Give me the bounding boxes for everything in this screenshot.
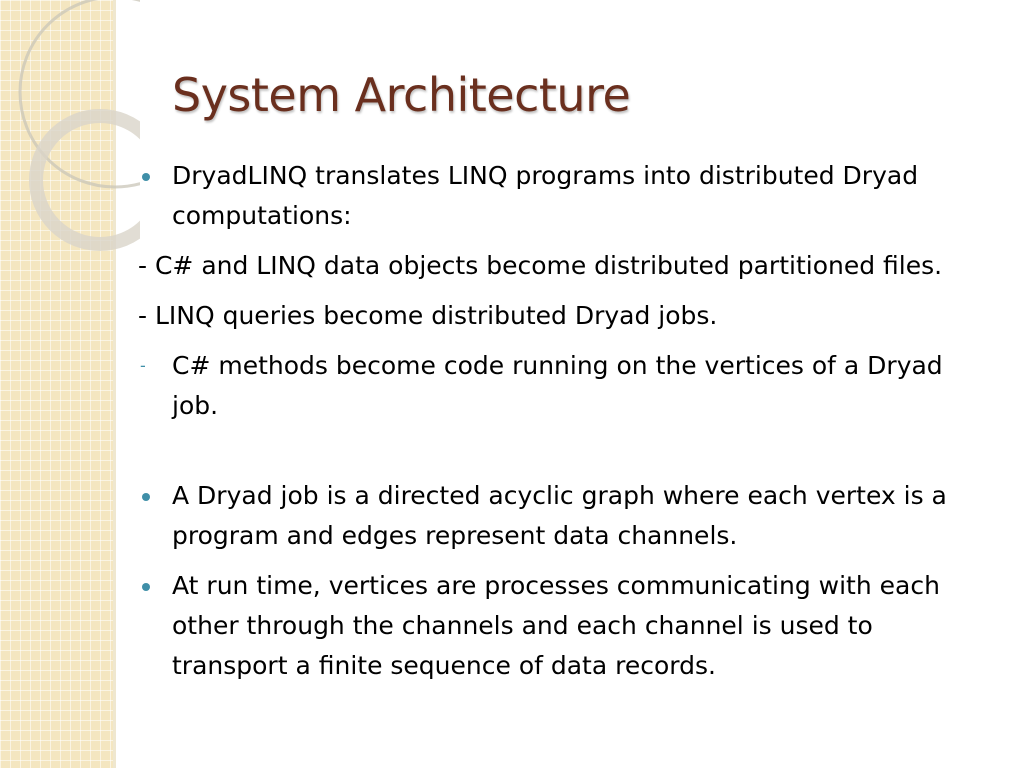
sub-item-text: - C# and LINQ data objects become distributed partitioned files. (138, 251, 943, 280)
decorative-ring-middle (36, 116, 140, 244)
bullet-text: C# methods become code running on the vertices of a Dryad job. (172, 351, 943, 420)
sub-item (138, 296, 988, 336)
bullet-text: DryadLINQ translates LINQ programs into distributed Dryad computations: (172, 161, 919, 230)
dash-bullet-icon: - (140, 356, 146, 375)
bullet-item (138, 566, 988, 686)
slide-body (138, 156, 988, 686)
bullet-text: At run time, vertices are processes communicating with each other through the channels and each channel is used to transport a finite sequence of data records. (172, 571, 940, 680)
dot-bullet-icon (142, 173, 150, 181)
dash-bullet-item (138, 346, 988, 426)
dot-bullet-icon (142, 583, 150, 591)
slide-title: System Architecture (172, 68, 631, 122)
bullet-item (138, 476, 988, 556)
sub-item (138, 246, 988, 286)
dot-bullet-icon (142, 493, 150, 501)
bullet-text: A Dryad job is a directed acyclic graph where each vertex is a program and edges represent data channels. (172, 481, 947, 550)
decorative-rings (0, 0, 140, 260)
sub-item-text: - LINQ queries become distributed Dryad jobs. (138, 301, 718, 330)
bullet-item (138, 156, 988, 236)
